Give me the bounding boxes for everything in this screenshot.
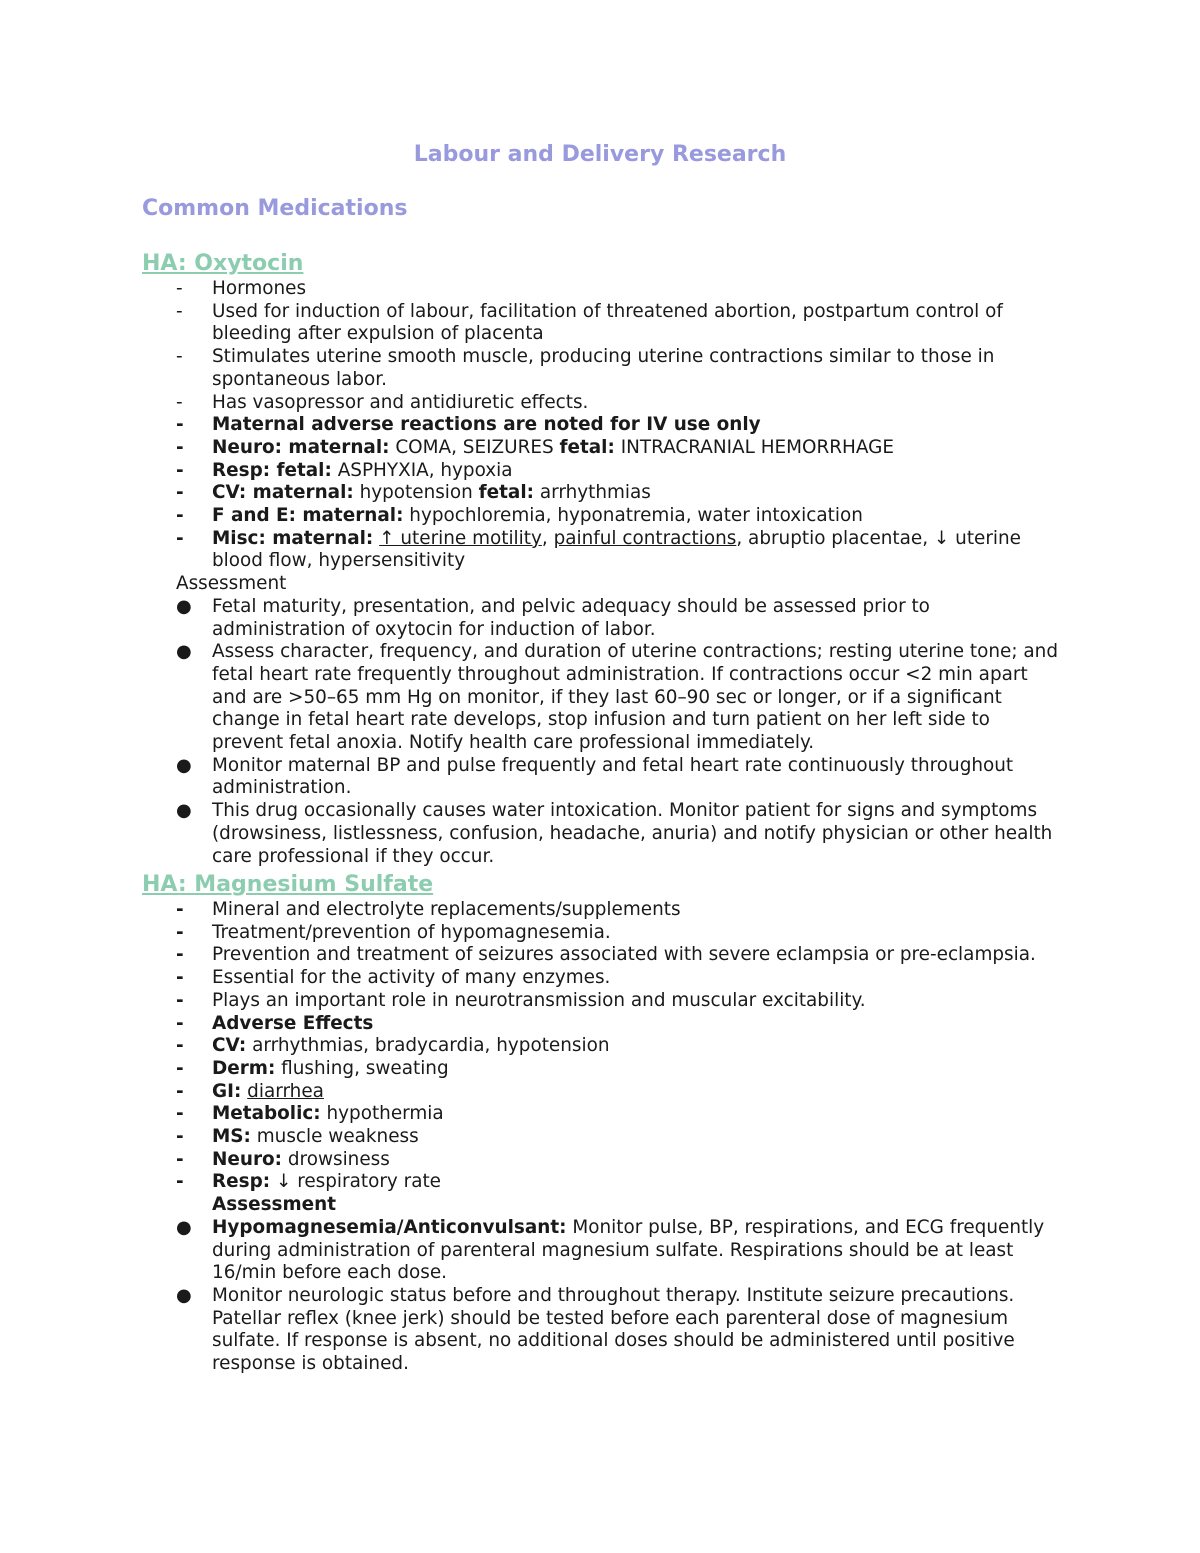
list-item: - Resp: fetal: ASPHYXIA, hypoxia xyxy=(176,459,513,481)
bullet-marker: ● xyxy=(176,754,192,776)
list-item: - Neuro: maternal: COMA, SEIZURES fetal: INTRACRANIAL HEMORRHAGE xyxy=(176,436,895,458)
dash-marker: - xyxy=(176,505,184,527)
dash-marker: - xyxy=(176,1012,184,1034)
list-item: - MS: muscle weakness xyxy=(176,1126,419,1148)
list-item: - Essential for the activity of many enzymes. xyxy=(176,967,611,989)
list-item: ● Hypomagnesemia/Anticonvulsant: Monitor pulse, BP, respirations, and ECG frequently during administration of parenteral magnesium sulfate. Respirations should be at least 16/min before each dose. xyxy=(176,1216,1045,1284)
dash-marker: - xyxy=(176,944,184,966)
list-item: - Prevention and treatment of seizures associated with severe eclampsia or pre-eclampsia. xyxy=(176,944,1036,966)
dash-marker: - xyxy=(176,1080,184,1102)
bullet-marker: ● xyxy=(176,641,192,663)
list-item: - Treatment/prevention of hypomagnesemia. xyxy=(176,921,611,943)
list-item: - Has vasopressor and antidiuretic effects. xyxy=(176,391,589,413)
dash-marker: - xyxy=(176,1035,184,1057)
dash-marker: - xyxy=(176,921,184,943)
dash-marker: - xyxy=(176,1171,184,1193)
list-item: ● Monitor neurologic status before and throughout therapy. Institute seizure precautions. Patellar reflex (knee jerk) should be tested before each parenteral dose of magnesium sulfate. If response is absent, no additional doses should be administered until positive response is obtained. xyxy=(176,1284,1015,1375)
bullet-marker: ● xyxy=(176,800,192,822)
dash-marker: - xyxy=(176,1126,184,1148)
list-item: - Stimulates uterine smooth muscle, producing uterine contractions similar to those in spontaneous labor. xyxy=(176,346,995,390)
list-item: ● This drug occasionally causes water intoxication. Monitor patient for signs and symptoms (drowsiness, listlessness, confusion, headache, anuria) and notify physician or other health care professional if they occur. xyxy=(176,800,1053,867)
dash-marker: - xyxy=(176,1103,184,1125)
list-item: - Maternal adverse reactions are noted for IV use only xyxy=(176,414,761,436)
list-item: ● Assess character, frequency, and duration of uterine contractions; resting uterine tone; and fetal heart rate frequently throughout administration. If contractions occur <2 min apart and are >50–65 mm Hg on monitor, if they last 60–90 sec or longer, or if a significant change in fetal heart rate develops, stop infusion and turn patient on her left side to prevent fetal anoxia. Notify health care professional immediately. xyxy=(176,641,1058,754)
page-title: Labour and Delivery Research xyxy=(413,142,787,167)
list-item: - Mineral and electrolyte replacements/supplements xyxy=(176,899,681,920)
list-item: ● Monitor maternal BP and pulse frequently and fetal heart rate continuously throughout administration. xyxy=(176,754,1014,799)
dash-marker: - xyxy=(176,527,184,549)
list-item: - Resp: ↓ respiratory rate xyxy=(176,1171,441,1193)
assessment-label: Assessment xyxy=(176,573,287,595)
oxytocin-list xyxy=(176,278,1066,868)
list-item: - Derm: flushing, sweating xyxy=(176,1057,449,1079)
list-item: - CV: arrhythmias, bradycardia, hypotension xyxy=(176,1035,610,1057)
bullet-marker: ● xyxy=(176,1284,192,1306)
magnesium-list xyxy=(176,899,1066,1376)
assessment-label: Assessment xyxy=(212,1194,337,1216)
list-item: - F and E: maternal: hypochloremia, hyponatremia, water intoxication xyxy=(176,505,863,527)
list-item: - Adverse Effects xyxy=(176,1012,374,1034)
oxytocin-heading: HA: Oxytocin xyxy=(142,251,304,276)
dash-marker: - xyxy=(176,1148,184,1170)
dash-marker: - xyxy=(176,482,184,504)
list-item: - Used for induction of labour, facilitation of threatened abortion, postpartum control of bleeding after expulsion of placenta xyxy=(176,300,1003,345)
list-item: - GI: diarrhea xyxy=(176,1080,324,1102)
list-item: ● Fetal maturity, presentation, and pelvic adequacy should be assessed prior to administration of oxytocin for induction of labor. xyxy=(176,595,930,640)
section-heading: Common Medications xyxy=(142,196,408,221)
bullet-marker: ● xyxy=(176,1216,192,1238)
dash-marker: - xyxy=(176,459,184,481)
dash-marker: - xyxy=(176,899,184,920)
list-item: - Plays an important role in neurotransmission and muscular excitability. xyxy=(176,989,866,1011)
dash-marker: - xyxy=(176,300,183,322)
list-item: - Neuro: drowsiness xyxy=(176,1148,390,1170)
dash-marker: - xyxy=(176,436,184,458)
list-item: - Hormones xyxy=(176,278,307,299)
list-item: - CV: maternal: hypotension fetal: arrhythmias xyxy=(176,482,651,504)
magnesium-heading: HA: Magnesium Sulfate xyxy=(142,872,434,897)
dash-marker: - xyxy=(176,391,183,413)
dash-marker: - xyxy=(176,1057,184,1079)
dash-marker: - xyxy=(176,414,184,436)
list-item: - Misc: maternal: ↑ uterine motility, painful contractions, abruptio placentae, ↓ uterine blood flow, hypersensitivity xyxy=(176,527,1022,572)
dash-marker: - xyxy=(176,967,184,989)
dash-marker: - xyxy=(176,278,183,299)
dash-marker: - xyxy=(176,989,184,1011)
dash-marker: - xyxy=(176,346,183,368)
list-item: - Metabolic: hypothermia xyxy=(176,1103,444,1125)
bullet-marker: ● xyxy=(176,595,192,617)
